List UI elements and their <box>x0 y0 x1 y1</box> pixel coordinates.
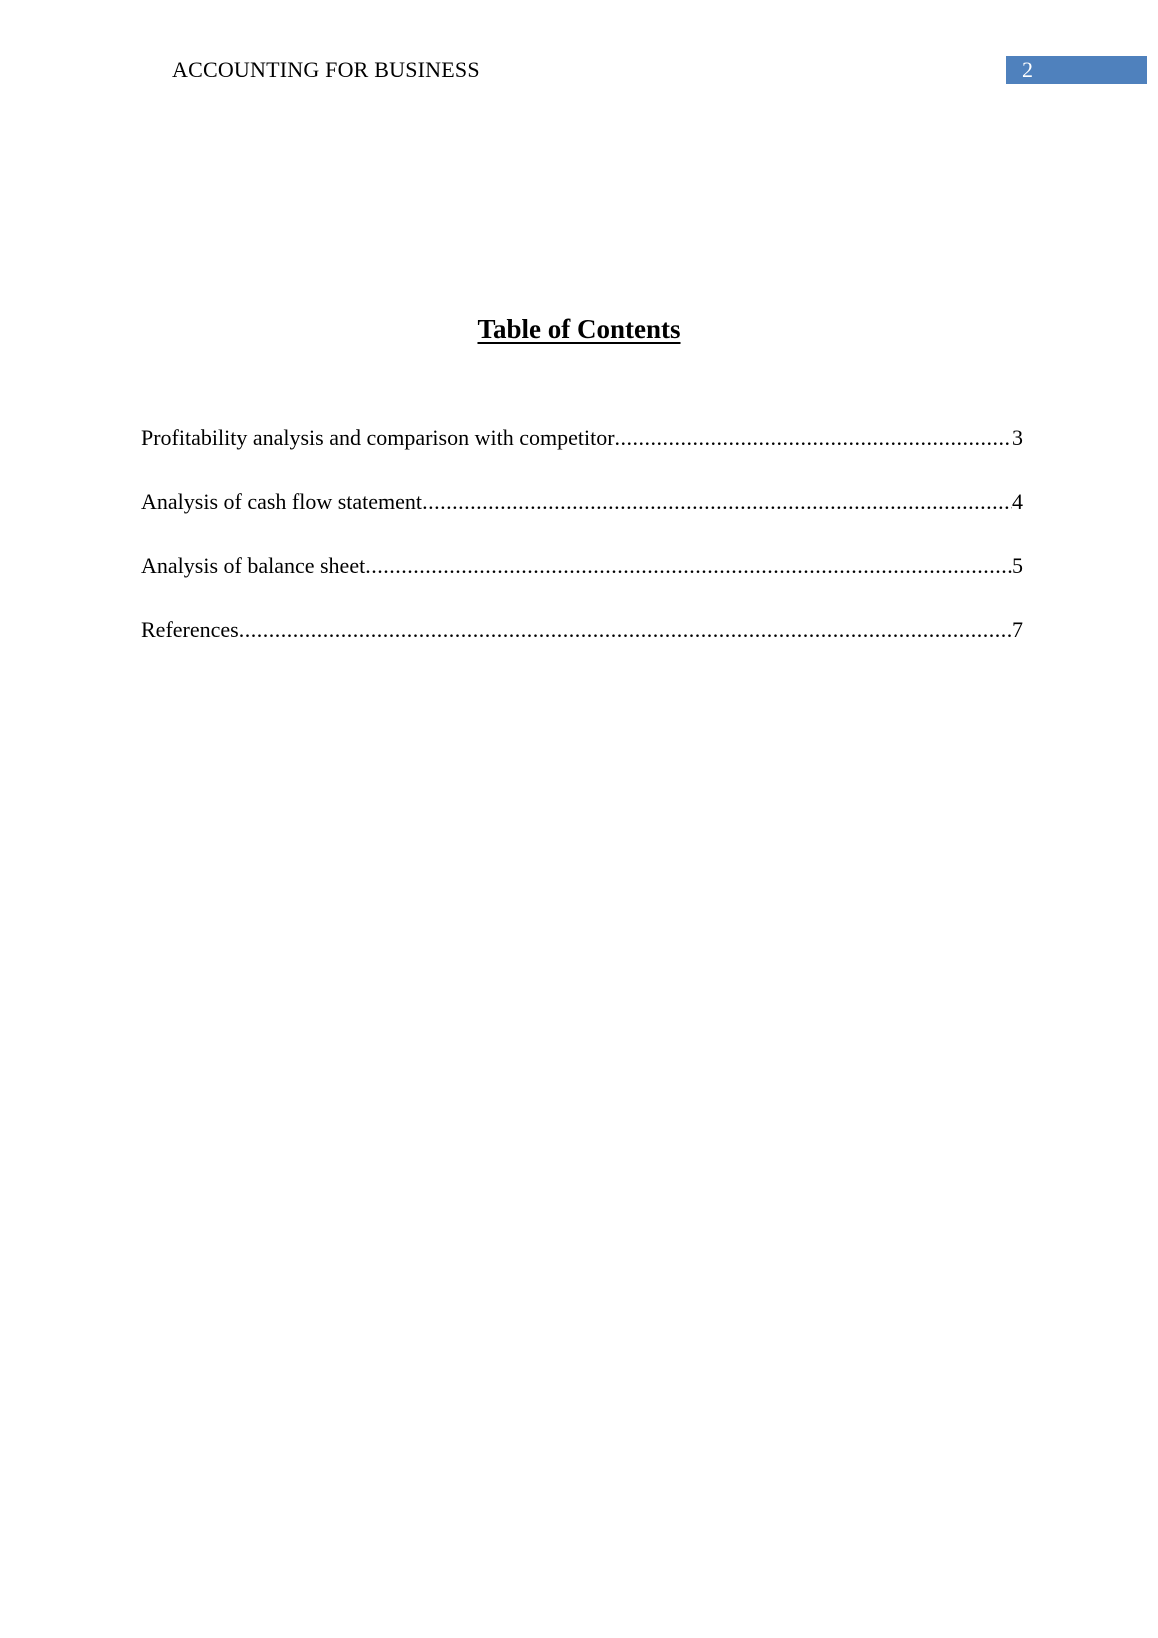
toc-entry-label: Analysis of cash flow statement <box>141 489 423 514</box>
toc-heading-text: Table of Contents <box>477 314 681 344</box>
running-header-title: ACCOUNTING FOR BUSINESS <box>172 57 480 82</box>
toc-dot-leader <box>239 616 1012 644</box>
toc-entry[interactable] <box>141 552 1023 616</box>
toc-entry-page: 4 <box>1012 489 1023 514</box>
toc-entry-page: 7 <box>1012 617 1023 642</box>
toc-entry-page: 5 <box>1012 553 1023 578</box>
page-number-badge <box>1006 56 1147 84</box>
toc-entry-label: Profitability analysis and comparison with competitor <box>141 425 615 450</box>
toc-heading <box>0 312 1158 346</box>
toc-entry[interactable] <box>141 488 1023 552</box>
toc-entry-page: 3 <box>1012 425 1023 450</box>
toc-entry-label: References <box>141 617 239 642</box>
toc-dot-leader <box>365 552 1012 580</box>
toc-list <box>141 424 1023 680</box>
toc-dot-leader <box>422 488 1012 516</box>
toc-dot-leader <box>615 424 1012 452</box>
page-number: 2 <box>1022 57 1033 82</box>
toc-entry-label: Analysis of balance sheet <box>141 553 366 578</box>
toc-entry[interactable] <box>141 424 1023 488</box>
toc-entry[interactable] <box>141 616 1023 680</box>
